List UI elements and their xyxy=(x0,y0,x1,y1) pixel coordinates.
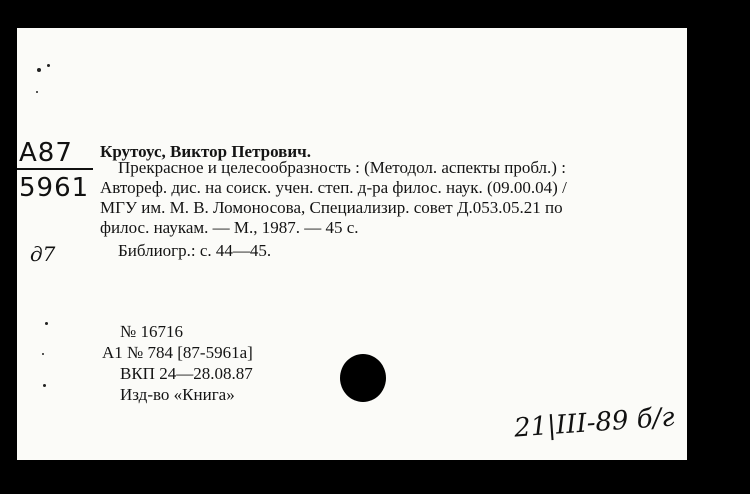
ink-speck xyxy=(42,353,44,355)
accession-reference: А1 № 784 [87-5961а] xyxy=(102,343,253,362)
bibliography-note: Библиогр.: с. 44—45. xyxy=(118,241,272,260)
shelfmark-line2: 5961 xyxy=(19,173,90,203)
ink-speck xyxy=(43,384,46,387)
imprint-line: филос. наукам. — М., 1987. — 45 с. xyxy=(100,218,359,237)
author-heading: Крутоус, Виктор Петрович. xyxy=(100,142,311,161)
catalog-card xyxy=(17,28,687,460)
accession-number: № 16716 xyxy=(120,322,183,341)
ink-speck xyxy=(47,64,50,67)
ink-speck xyxy=(36,91,38,93)
shelfmark-divider xyxy=(17,168,93,170)
shelfmark-line1: A87 xyxy=(19,138,73,168)
ink-speck xyxy=(37,68,41,72)
ink-speck xyxy=(45,322,48,325)
handwritten-date: 21|III-89 б/г xyxy=(513,402,676,444)
institution-line: МГУ им. М. В. Ломоносова, Специализир. совет Д.053.05.21 по xyxy=(100,198,563,217)
margin-note: д7 xyxy=(30,242,56,266)
title-line: Прекрасное и целесообразность : (Методол. аспекты пробл.) : xyxy=(118,158,566,177)
vkp-line: ВКП 24—28.08.87 xyxy=(120,364,253,383)
description-line: Автореф. дис. на соиск. учен. степ. д-ра филос. наук. (09.00.04) / xyxy=(100,178,567,197)
ink-stamp xyxy=(340,354,386,402)
publisher-line: Изд-во «Книга» xyxy=(120,385,235,404)
